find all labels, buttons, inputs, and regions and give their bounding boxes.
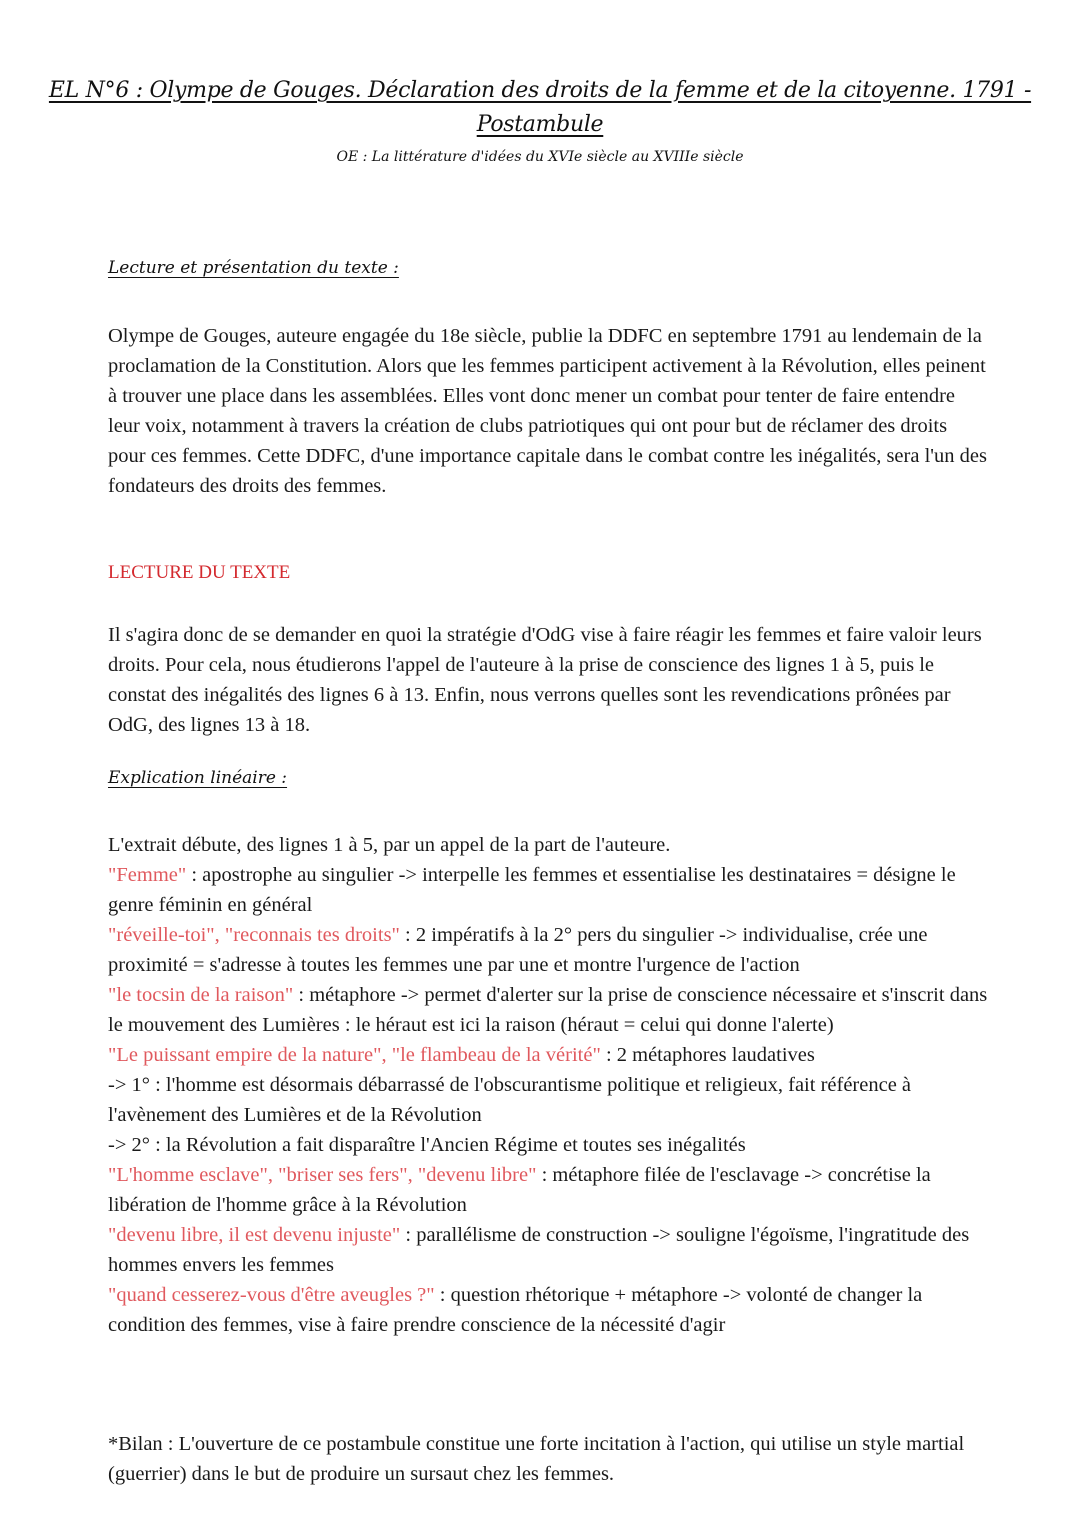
- quoted-excerpt: "L'homme esclave", "briser ses fers", "devenu libre": [108, 1164, 537, 1186]
- analysis-comment: : métaphore -> permet d'alerter sur la prise de conscience nécessaire et s'inscrit dans le mouvement des Lumières : le héraut est ici la raison (héraut = celui qui donne l'alerte): [108, 984, 988, 1036]
- explanation-section: [108, 830, 988, 1340]
- quoted-excerpt: "Le puissant empire de la nature", "le flambeau de la vérité": [108, 1044, 601, 1066]
- document-subtitle: OE : La littérature d'idées du XVIe siècle au XVIIIe siècle: [336, 149, 744, 165]
- analysis-comment: -> 2° : la Révolution a fait disparaître l'Ancien Régime et toutes ses inégalités: [108, 1134, 746, 1156]
- section-heading-explication-lineaire: Explication linéaire :: [108, 768, 288, 788]
- quoted-excerpt: "réveille-toi", "reconnais tes droits": [108, 924, 400, 946]
- analysis-comment: : apostrophe au singulier -> interpelle les femmes et essentialise les destinataires = désigne le genre féminin en général: [108, 864, 956, 916]
- analysis-item: [108, 980, 988, 1040]
- analysis-subpoint: [108, 1070, 988, 1130]
- intro-section: [108, 321, 988, 501]
- section-heading-lecture-presentation: Lecture et présentation du texte :: [108, 258, 399, 278]
- analysis-item: [108, 1040, 988, 1070]
- analysis-item: [108, 1280, 988, 1340]
- analysis-comment: : question rhétorique + métaphore -> volonté de changer la condition des femmes, vise à faire prendre conscience de la nécessité d'agir: [108, 1284, 923, 1336]
- analysis-comment: : 2 métaphores laudatives: [600, 1044, 815, 1066]
- explanation-heading-block: [108, 768, 988, 788]
- explanation-intro-line: L'extrait débute, des lignes 1 à 5, par un appel de la part de l'auteure.: [108, 834, 671, 856]
- analysis-item: [108, 860, 988, 920]
- bilan-section: [108, 1429, 988, 1489]
- document-title: EL N°6 : Olympe de Gouges. Déclaration des droits de la femme et de la citoyenne. 1791 - Postambule: [48, 78, 1032, 137]
- reading-label: LECTURE DU TEXTE: [108, 562, 291, 583]
- analysis-subpoint: [108, 1130, 988, 1160]
- problematic-section: [108, 620, 988, 740]
- analysis-item: [108, 920, 988, 980]
- title-block: [40, 74, 1040, 168]
- reading-label-block: [108, 562, 988, 584]
- analysis-item: [108, 1220, 988, 1280]
- analysis-comment: : parallélisme de construction -> souligne l'égoïsme, l'ingratitude des hommes envers les femmes: [108, 1224, 970, 1276]
- analysis-comment: : 2 impératifs à la 2° pers du singulier -> individualise, crée une proximité = s'adresse à toutes les femmes une par une et montre l'urgence de l'action: [108, 924, 928, 976]
- bilan-paragraph: *Bilan : L'ouverture de ce postambule constitue une forte incitation à l'action, qui utilise un style martial (guerrier) dans le but de produire un sursaut chez les femmes.: [108, 1433, 965, 1485]
- quoted-excerpt: "quand cesserez-vous d'être aveugles ?": [108, 1284, 435, 1306]
- analysis-item: [108, 1160, 988, 1220]
- intro-heading-block: [108, 258, 988, 278]
- problematic-paragraph: Il s'agira donc de se demander en quoi la stratégie d'OdG vise à faire réagir les femmes et faire valoir leurs droits. Pour cela, nous étudierons l'appel de l'auteure à la prise de conscience des lignes 1 à 5, puis le constat des inégalités des lignes 6 à 13. Enfin, nous verrons quelles sont les revendications prônées par OdG, des lignes 13 à 18.: [108, 624, 982, 736]
- analysis-comment: : métaphore filée de l'esclavage -> concrétise la libération de l'homme grâce à la Révolution: [108, 1164, 931, 1216]
- quoted-excerpt: "devenu libre, il est devenu injuste": [108, 1224, 401, 1246]
- analysis-comment: -> 1° : l'homme est désormais débarrassé de l'obscurantisme politique et religieux, fait référence à l'avènement des Lumières et de la Révolution: [108, 1074, 912, 1126]
- intro-paragraph: Olympe de Gouges, auteure engagée du 18e siècle, publie la DDFC en septembre 1791 au lendemain de la proclamation de la Constitution. Alors que les femmes participent activement à la Révolution, elles peinent à trouver une place dans les assemblées. Elles vont donc mener un combat pour tenter de faire entendre leur voix, notamment à travers la création de clubs patriotiques qui ont pour but de réclamer des droits pour ces femmes. Cette DDFC, d'une importance capitale dans le combat contre les inégalités, sera l'un des fondateurs des droits des femmes.: [108, 325, 987, 497]
- quoted-excerpt: "Femme": [108, 864, 187, 886]
- quoted-excerpt: "le tocsin de la raison": [108, 984, 294, 1006]
